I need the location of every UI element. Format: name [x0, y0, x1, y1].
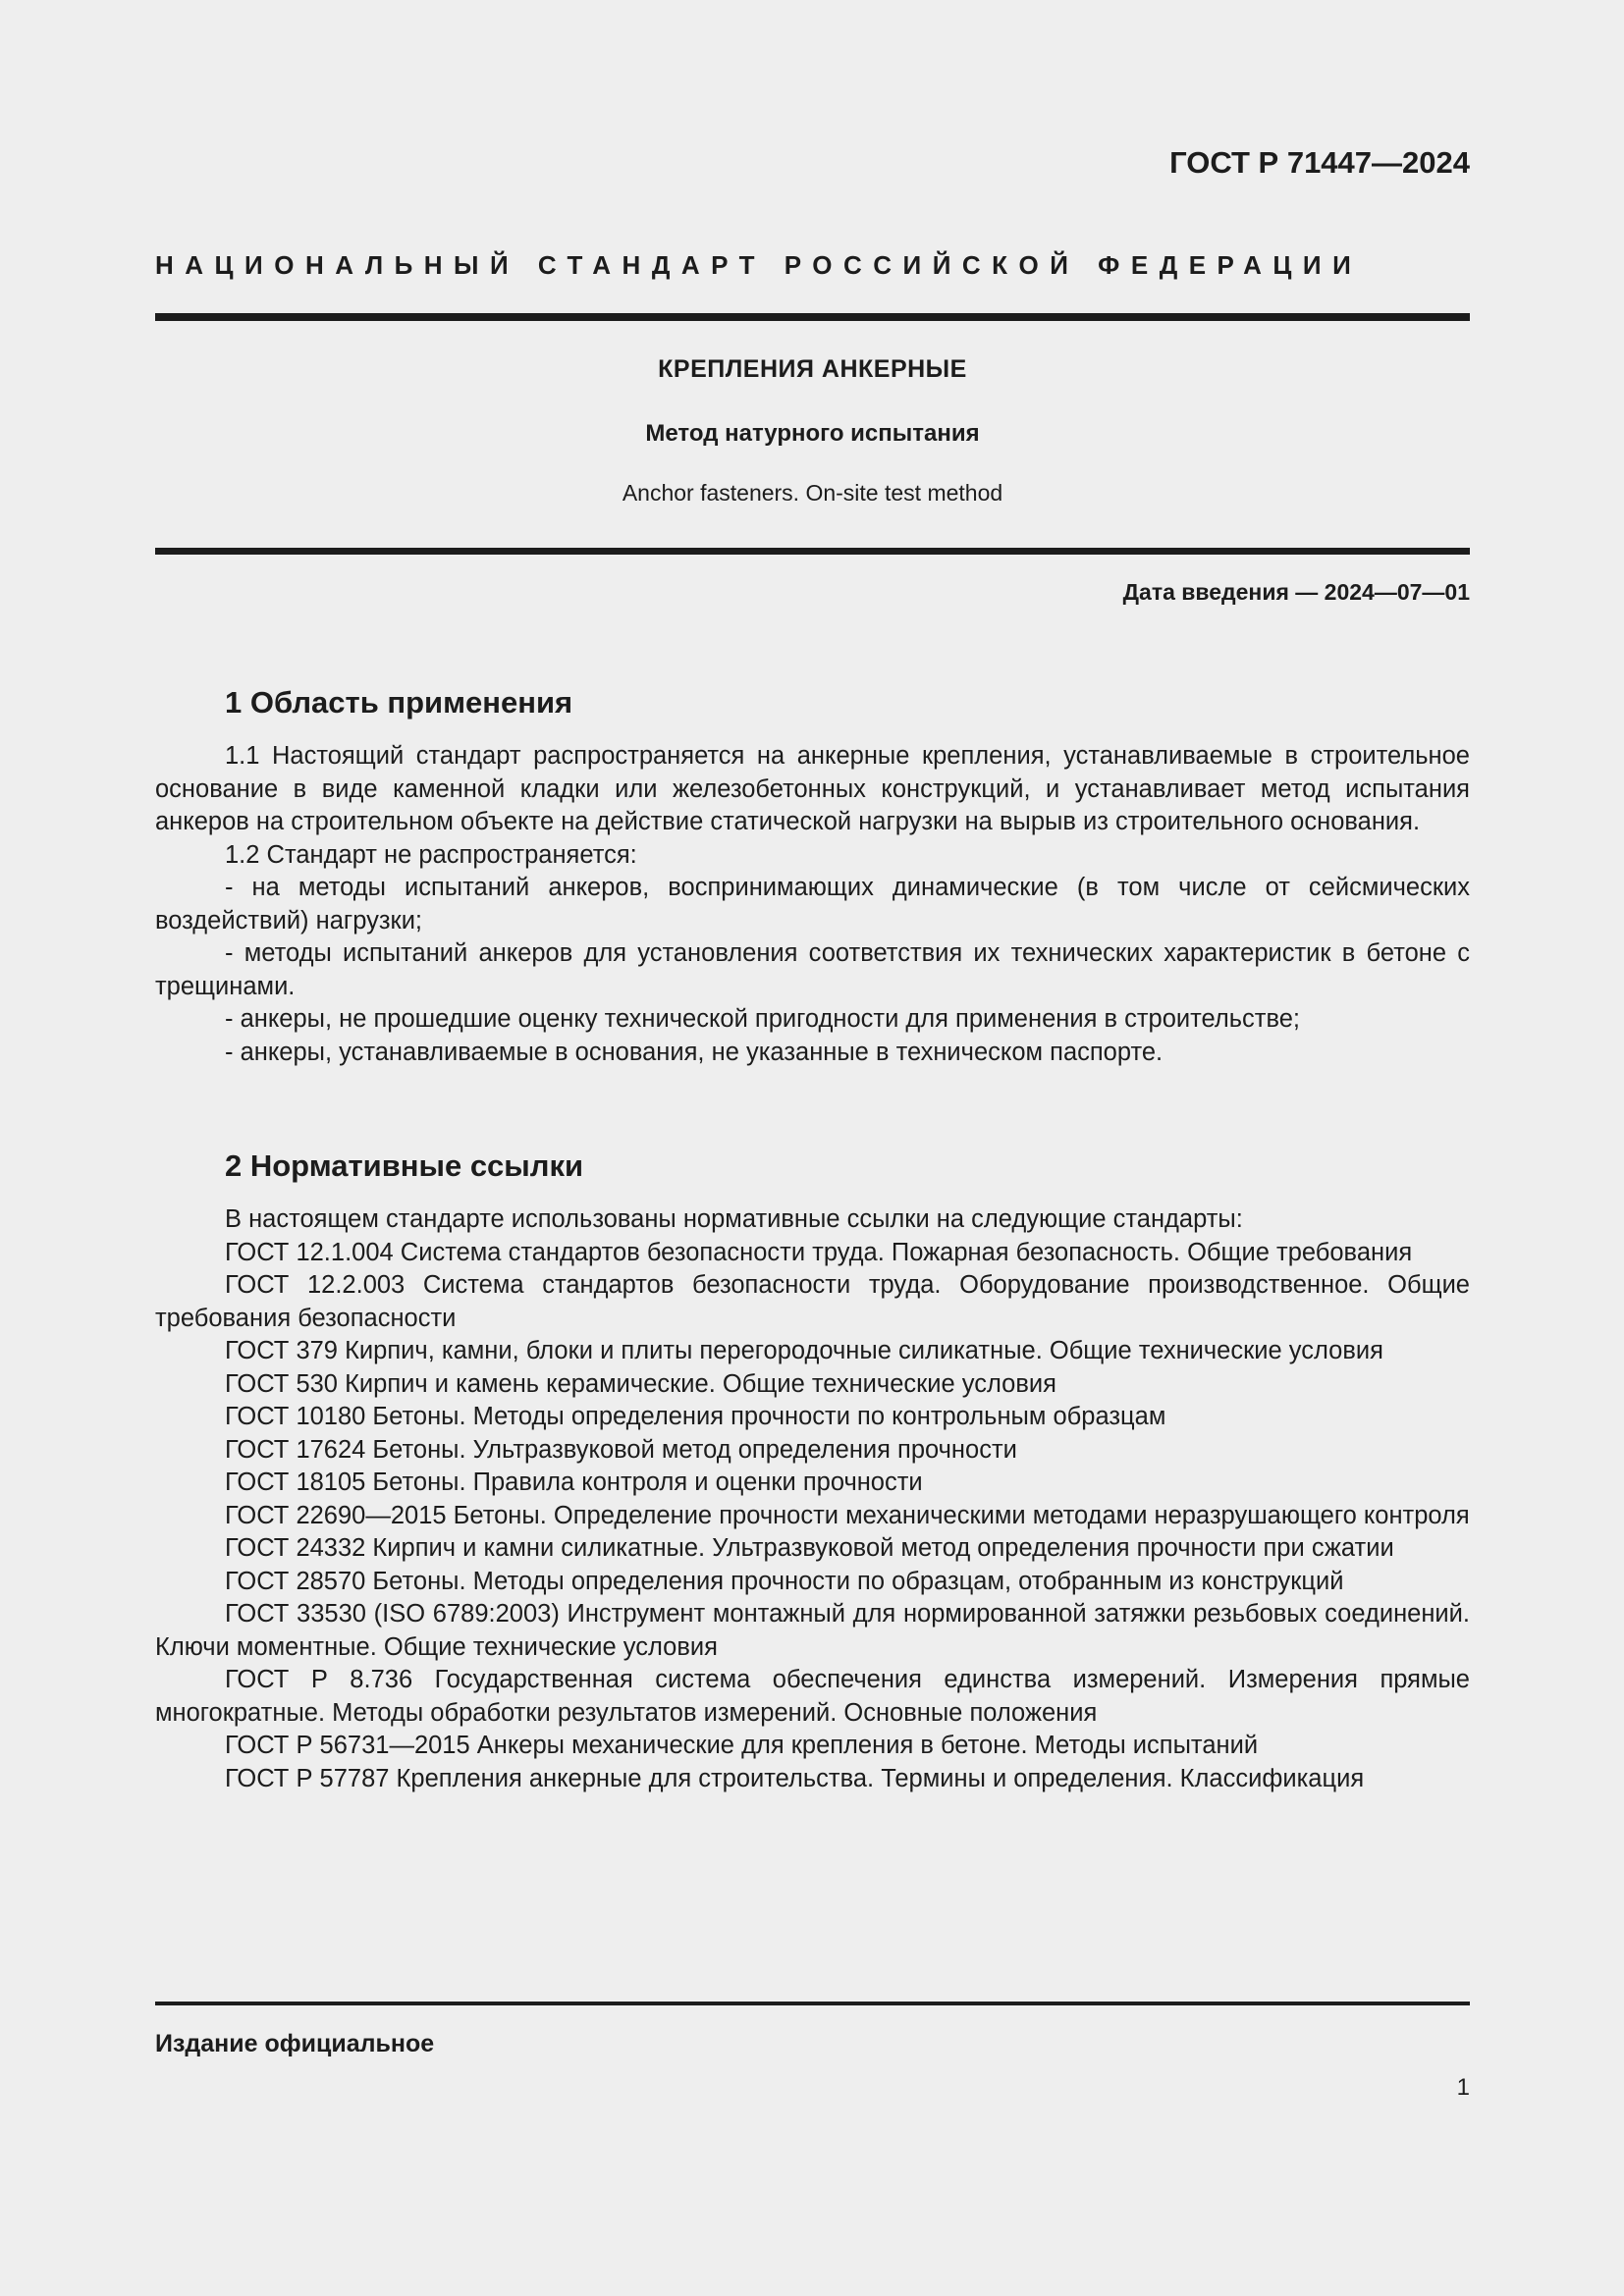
paragraph: 1.2 Стандарт не распространяется:	[225, 840, 637, 869]
reference-item: ГОСТ 22690—2015 Бетоны. Определение прочности механическими методами неразрушающего контроля	[225, 1501, 1470, 1529]
official-edition-label: Издание официальное	[155, 2030, 435, 2057]
paragraph: - методы испытаний анкеров для установления соответствия их технических характеристик в бетоне с трещинами.	[155, 939, 1470, 1000]
reference-item: ГОСТ 12.1.004 Система стандартов безопасности труда. Пожарная безопасность. Общие требования	[225, 1238, 1413, 1266]
standard-id: ГОСТ Р 71447—2024	[1169, 145, 1470, 180]
reference-item: ГОСТ 18105 Бетоны. Правила контроля и оценки прочности	[225, 1468, 923, 1496]
footer-rule	[155, 2002, 1470, 2005]
reference-item: ГОСТ 24332 Кирпич и камни силикатные. Ультразвуковой метод определения прочности при сжатии	[225, 1534, 1394, 1562]
introduction-date: Дата введения — 2024—07—01	[1122, 579, 1470, 605]
national-standard-heading: НАЦИОНАЛЬНЫЙ СТАНДАРТ РОССИЙСКОЙ ФЕДЕРАЦИИ	[155, 250, 1363, 280]
reference-item: ГОСТ 33530 (ISO 6789:2003) Инструмент монтажный для нормированной затяжки резьбовых соединений. Ключи моментные. Общие технические условия	[155, 1600, 1470, 1661]
header-rule	[155, 313, 1470, 321]
paragraph: - анкеры, устанавливаемые в основания, не указанные в техническом паспорте.	[225, 1038, 1164, 1066]
reference-item: ГОСТ 17624 Бетоны. Ультразвуковой метод определения прочности	[225, 1435, 1017, 1464]
reference-item: ГОСТ 10180 Бетоны. Методы определения прочности по контрольным образцам	[225, 1403, 1166, 1430]
paragraph: 1.1 Настоящий стандарт распространяется на анкерные крепления, устанавливаемые в строительное основание в виде каменной кладки или железобетонных конструкций, и устанавливает метод испытания анкеров на строительном объекте на действие статической нагрузки на вырыв из строительного основания.	[155, 742, 1470, 835]
document-title: КРЕПЛЕНИЯ АНКЕРНЫЕ	[658, 355, 967, 383]
reference-item: ГОСТ 530 Кирпич и камень керамические. Общие технические условия	[225, 1369, 1056, 1398]
paragraph: - на методы испытаний анкеров, воспринимающих динамические (в том числе от сейсмических воздействий) нагрузки;	[155, 874, 1470, 934]
reference-item: ГОСТ Р 56731—2015 Анкеры механические для крепления в бетоне. Методы испытаний	[225, 1732, 1259, 1759]
paragraph: - анкеры, не прошедшие оценку технической пригодности для применения в строительстве;	[225, 1005, 1300, 1033]
section-heading: 2 Нормативные ссылки	[225, 1148, 584, 1183]
page-number: 1	[1456, 2074, 1470, 2101]
reference-item: ГОСТ 28570 Бетоны. Методы определения прочности по образцам, отобранным из конструкций	[225, 1567, 1344, 1595]
reference-item: ГОСТ Р 57787 Крепления анкерные для строительства. Термины и определения. Классификация	[225, 1764, 1365, 1792]
reference-item: ГОСТ 379 Кирпич, камни, блоки и плиты перегородочные силикатные. Общие технические условия	[225, 1337, 1383, 1364]
title-rule	[155, 548, 1470, 555]
section-normative-references	[155, 1148, 1470, 1795]
section-heading: 1 Область применения	[225, 685, 573, 720]
reference-item: ГОСТ 12.2.003 Система стандартов безопасности труда. Оборудование производственное. Общие требования безопасности	[155, 1271, 1470, 1332]
paragraph: В настоящем стандарте использованы нормативные ссылки на следующие стандарты:	[225, 1205, 1243, 1233]
section-scope	[155, 685, 1470, 1069]
document-subtitle: Метод натурного испытания	[645, 420, 980, 447]
reference-item: ГОСТ Р 8.736 Государственная система обеспечения единства измерений. Измерения прямые многократные. Методы обработки результатов измерений. Основные положения	[155, 1666, 1470, 1727]
english-title: Anchor fasteners. On-site test method	[622, 480, 1003, 506]
